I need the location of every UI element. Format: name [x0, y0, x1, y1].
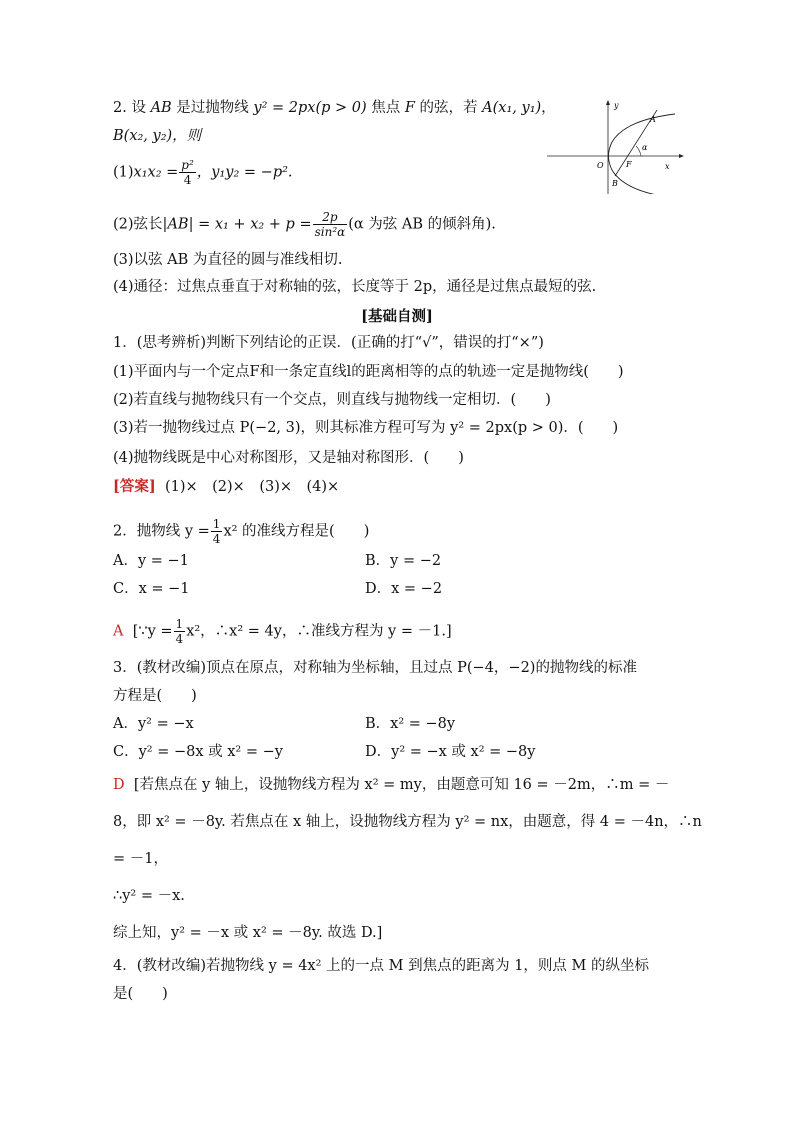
q2-intro-chord: 的弦，若 — [414, 100, 483, 116]
q2-question — [113, 517, 369, 546]
q2-solution — [113, 617, 452, 646]
q3-question-line1: 3．(教材改编)顶点在原点，对称轴为坐标轴，且过点 P(−4，−2)的抛物线的标准 — [113, 660, 637, 676]
q2-property-3: (3)以弦 AB 为直径的圆与准线相切. — [113, 252, 343, 268]
q2-solution-numerator: 1 — [175, 617, 184, 631]
figure-label-f: F — [626, 160, 632, 169]
q4-question-line2: 是( ) — [113, 986, 168, 1002]
q1-title: 1．(思考辨析)判断下列结论的正误．(正确的打“√”，错误的打“×”) — [113, 335, 544, 351]
q1-item-4: (4)抛物线既是中心对称图形，又是轴对称图形．( ) — [113, 450, 464, 466]
q3-answer-letter: D — [113, 777, 125, 793]
q2-prop2-lhs: | = x₁ + x₂ + p = — [188, 216, 312, 233]
q2-property-1 — [113, 158, 293, 187]
q2-prop2-rest: (α 为弦 AB 的倾斜角). — [348, 216, 496, 233]
q1-item-1: (1)平面内与一个定点F和一条定直线l的距离相等的点的轨迹一定是抛物线( ) — [113, 364, 624, 380]
q2-question-denominator: 4 — [212, 532, 221, 546]
q1-answer — [113, 477, 339, 497]
q2-prop2-denominator: sin²α — [314, 225, 346, 239]
parabola-curve — [609, 114, 676, 194]
q2-prop2-label: (2)弦长| — [113, 216, 168, 233]
x-axis-arrow — [679, 154, 684, 158]
q2-solution-denominator: 4 — [175, 632, 184, 646]
q1-answer-label: [答案] — [113, 478, 156, 495]
q3-question-line2: 方程是( ) — [113, 688, 197, 704]
q2-intro-focus: 焦点 — [366, 100, 405, 116]
q1-answer-text: (1)× (2)× (3)× (4)× — [164, 479, 340, 495]
q3-solution-line4: ∴y² = －x. — [113, 888, 185, 904]
q2-question-prefix: 2．抛物线 y = — [113, 523, 210, 540]
q2-prop2-numerator: 2p — [313, 210, 348, 225]
q3-solution-text1: [若焦点在 y 轴上，设抛物线方程为 x² = my，由题意可知 16 = －2m，∴m = － — [133, 777, 670, 793]
parabola-focal-chord-figure — [545, 98, 685, 194]
section-title: [基础自测] — [361, 308, 433, 325]
figure-label-b: B — [612, 179, 618, 188]
q2-property-4: (4)通径：过焦点垂直于对称轴的弦，长度等于 2p，通径是过焦点最短的弦. — [113, 279, 597, 295]
q2-intro-line — [113, 98, 556, 118]
figure-label-a: A — [650, 115, 656, 124]
q2-prop2-fraction — [313, 210, 348, 239]
q3-solution-line3: = －1， — [113, 851, 168, 867]
q2-prop1-lhs: x₁x₂ = — [133, 164, 179, 181]
q2-property-2 — [113, 210, 496, 239]
q2-solution-prefix: [∵y = — [132, 623, 173, 640]
q3-solution-line2: 8，即 x² = －8y. 若焦点在 x 轴上，设抛物线方程为 y² = nx，由题意，得 4 = －4n，∴n — [113, 814, 702, 830]
q2-question-numerator: 1 — [212, 517, 221, 531]
q2-intro-text: 是过抛物线 — [171, 100, 254, 116]
q2-intro-prefix: 2. 设 — [113, 100, 146, 116]
q2-prop1-fraction — [179, 158, 196, 187]
q2-prop1-label: (1) — [113, 164, 134, 181]
q2-prop2-ab: AB — [167, 216, 189, 233]
figure-label-x: x — [665, 162, 670, 171]
q1-item-3: (3)若一抛物线过点 P(−2, 3)，则其标准方程可写为 y² = 2px(p > 0)．( ) — [113, 420, 619, 436]
q2-solution-suffix: x²，∴x² = 4y，∴准线方程为 y = －1.] — [186, 623, 452, 640]
q3-solution-line5: 综上知，y² = －x 或 x² = －8y. 故选 D.] — [113, 925, 383, 941]
q3-option-c[interactable]: C．y² = −8x 或 x² = −y — [113, 744, 283, 760]
q2-answer-letter: A — [113, 623, 124, 640]
q2-prop1-numerator: p² — [181, 158, 194, 172]
q2-intro-f: F — [404, 100, 415, 116]
figure-label-origin: O — [597, 161, 604, 170]
q2-intro-comma: ， — [541, 100, 556, 116]
q2-option-b[interactable]: B．y = −2 — [365, 553, 442, 569]
q2-option-a[interactable]: A．y = −1 — [113, 553, 189, 569]
q1-item-2: (2)若直线与抛物线只有一个交点，则直线与抛物线一定相切．( ) — [113, 392, 551, 408]
q2-intro-ab: AB — [150, 100, 172, 116]
q2-question-fraction — [211, 517, 223, 546]
q2-option-d[interactable]: D．x = −2 — [365, 581, 443, 597]
q2-prop1-rest: ，y₁y₂ = −p². — [196, 164, 293, 181]
q3-option-d[interactable]: D．y² = −x 或 x² = −8y — [365, 744, 536, 760]
figure-label-y: y — [614, 101, 619, 110]
q2-intro-point-a: A(x₁, y₁) — [482, 100, 542, 116]
q2-solution-fraction — [174, 617, 186, 646]
q2-question-suffix: x² 的准线方程是( ) — [223, 523, 370, 540]
q2-intro-line2: B(x₂, y₂)，则 — [113, 128, 202, 144]
q2-intro-equation: y² = 2px(p > 0) — [253, 100, 367, 116]
q2-option-c[interactable]: C．x = −1 — [113, 581, 190, 597]
q3-solution-line1 — [113, 775, 669, 795]
q2-prop1-denominator: 4 — [183, 173, 192, 187]
q3-option-a[interactable]: A．y² = −x — [113, 716, 194, 732]
figure-label-alpha: α — [642, 143, 648, 152]
q3-option-b[interactable]: B．x² = −8y — [365, 716, 456, 732]
y-axis-arrow — [606, 100, 610, 105]
q4-question-line1: 4．(教材改编)若抛物线 y = 4x² 上的一点 M 到焦点的距离为 1，则点 M 的纵坐标 — [113, 958, 649, 974]
angle-alpha-arc — [636, 146, 641, 156]
